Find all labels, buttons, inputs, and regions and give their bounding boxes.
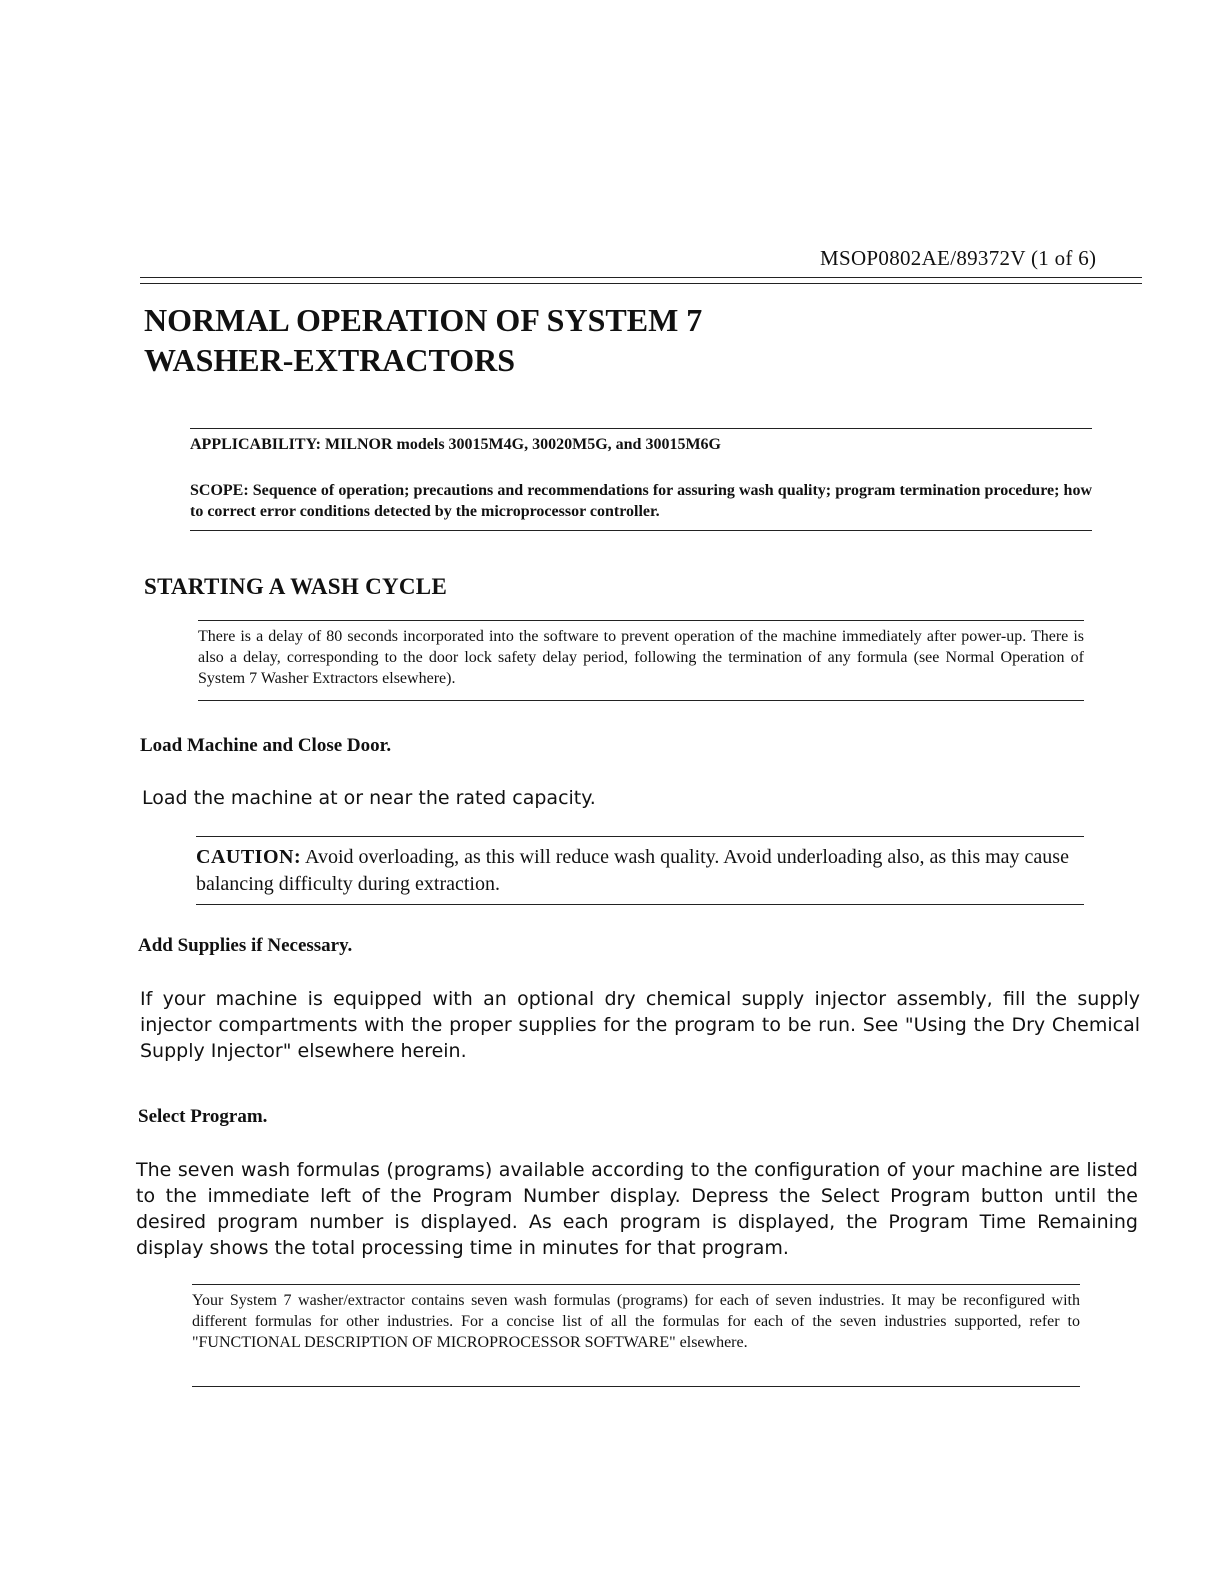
supplies-text: If your machine is equipped with an optional dry chemical supply injector assembly, fill the supply injector compartments with the proper supplies for the program to be run. See "Using the Dry Chemical Supply Injector" elsewhere herein. [140,988,1140,1062]
note2-rule-bottom [192,1386,1080,1387]
formulas-note: Your System 7 washer/extractor contains seven wash formulas (programs) for each of seven industries. It may be reconfigured with different formulas for other industries. For a concise list of all the formulas for each of the seven industries supported, refer to "FUNCTIONAL DESCRIPTION OF MICROPROCESSOR SOFTWARE" elsewhere. [192,1292,1080,1351]
section-heading: STARTING A WASH CYCLE [144,574,448,599]
page-title [144,300,702,380]
caution-label: CAUTION: [196,846,302,868]
applicability-rule-top [190,428,1092,429]
select-text: The seven wash formulas (programs) available according to the configuration of your machine are listed to the immediate left of the Program Number display. Depress the Select Program button until the desired program number is displayed. As each program is displayed, the Program Time Remaining display shows the total processing time in minutes for that program. [136,1159,1138,1259]
scope-text: SCOPE: Sequence of operation; precautions and recommendations for assuring wash quality; program termination procedure; how to correct error conditions detected by the microprocessor controller. [190,482,1092,520]
applicability-text: APPLICABILITY: MILNOR models 30015M4G, 30020M5G, and 30015M6G [190,436,721,453]
note2-rule-top [192,1284,1080,1285]
caution-rule-top [196,836,1084,837]
supplies-heading: Add Supplies if Necessary. [138,935,353,956]
title-line-2: WASHER-EXTRACTORS [144,342,516,378]
header-rule-top [140,277,1142,278]
title-line-1: NORMAL OPERATION OF SYSTEM 7 [144,302,703,338]
scope-rule-bottom [190,530,1092,531]
load-text: Load the machine at or near the rated capacity. [142,787,596,809]
load-heading: Load Machine and Close Door. [140,735,392,756]
caution-box [196,844,1084,898]
caution-text: Avoid overloading, as this will reduce wash quality. Avoid underloading also, as this may cause balancing difficulty during extraction. [196,846,1069,895]
delay-note: There is a delay of 80 seconds incorporated into the software to prevent operation of the machine immediately after power-up. There is also a delay, corresponding to the door lock safety delay period, following the termination of any formula (see Normal Operation of System 7 Washer Extractors elsewhere). [198,628,1084,687]
header-rule-bottom [140,283,1142,284]
note1-rule-top [198,620,1084,621]
note1-rule-bottom [198,700,1084,701]
select-heading: Select Program. [138,1106,268,1127]
document-id: MSOP0802AE/89372V (1 of 6) [820,246,1097,270]
caution-rule-bottom [196,904,1084,905]
